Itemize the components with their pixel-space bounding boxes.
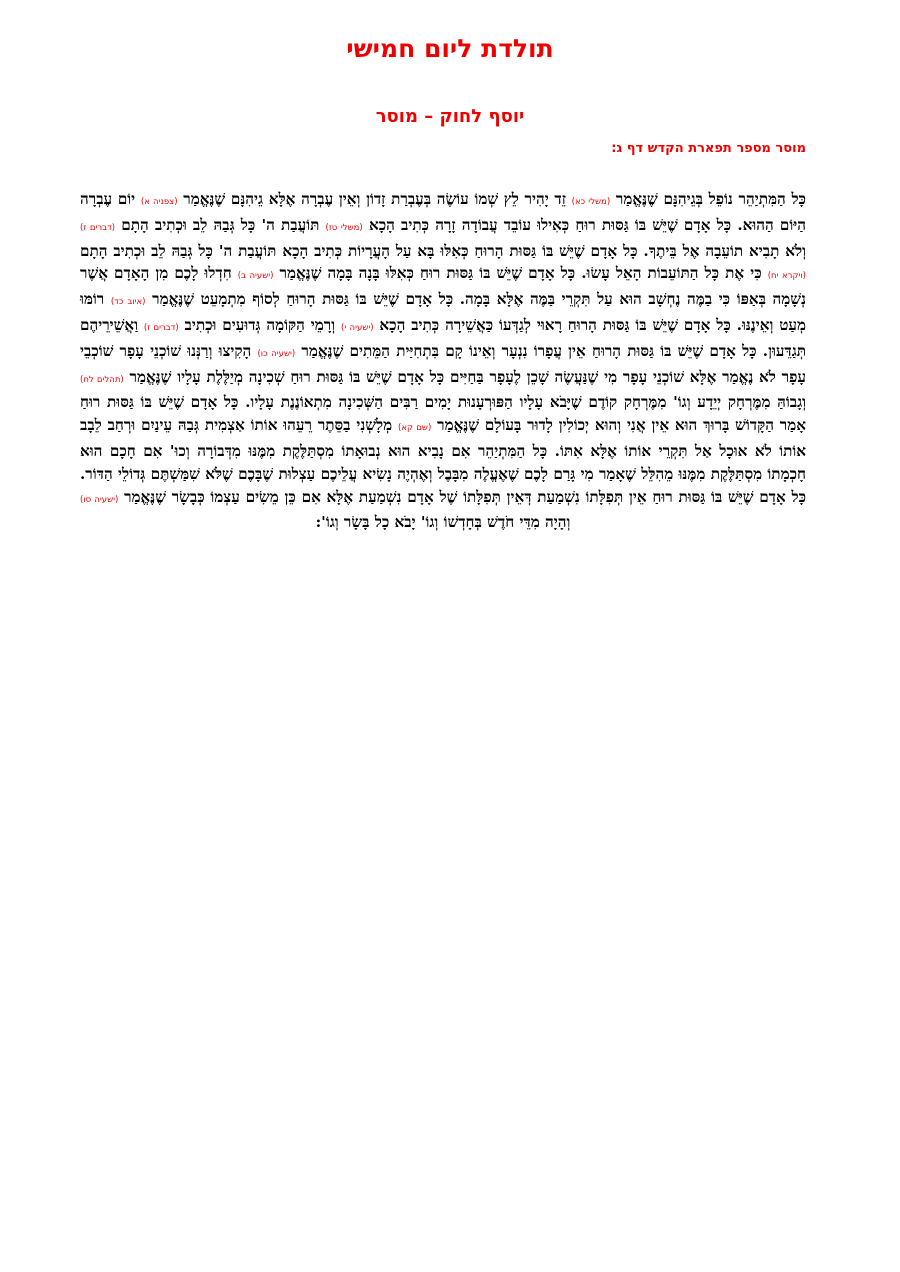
text-segment: וְרָמֵי הַקּוֹמָה גְּדוּעִים וּכְתִיב	[178, 315, 342, 334]
verse-reference: (איוב כד)	[110, 297, 146, 308]
text-segment: וַאֲשֵׁירֵיהֶם תְּגַדֵּעוּן. כָּל אָדָם שֶׁיֵּשׁ בּוֹ גַּסּוּת הָרוּחַ אֵין עֲפָרוֹ נִנְעָר וְאֵינוֹ קָם בִּתְחִיַּית הַמֵּתִים שֶׁנֶּאֱמַר	[80, 315, 807, 360]
verse-reference: (תהלים לח)	[80, 374, 124, 385]
text-segment: זֵד יָהִיר לֵץ שְׁמוֹ עוֹשֶׂה בְּעֶבְרַת זָדוֹן וְאֵין עֶבְרָה אֶלָּא גֵיהִנָּם שֶׁנֶּאֱמַר	[177, 190, 572, 208]
section-subtitle: יוסף לחוק – מוסר	[375, 106, 525, 127]
text-segment: וְלֹא תָבִיא תוֹעֵבָה אֶל בֵּיתֶךָ. כָּל אָדָם שֶׁיֵּשׁ בּוֹ גַּסּוּת הָרוּחַ כְּאִלּוּ בָּא עַל הָעֲרָיוֹת כְּתִיב הָכָא תּוֹעֲבַת ה' כָּל גְּבַהּ לֵב וּכְתִיב הָתָם	[80, 241, 806, 260]
verse-reference: (שם קא)	[398, 423, 432, 434]
verse-reference: (ישעיה סו)	[80, 494, 119, 505]
text-segment: וְהָיָה מִדֵּי חֹדֶשׁ בְּחָדְשׁוֹ וְגוֹ' יָבֹא כָל בָּשָׂר וְגוֹ':	[315, 513, 571, 532]
verse-reference: (ויקרא יח)	[767, 271, 807, 282]
text-segment: כָּל הַמִּתְיַהֵר נוֹפֵל בְּגֵיהִנָּם שֶׁנֶּאֱמַר	[610, 190, 806, 208]
text-segment: רוֹמּוּ מְעַט וְאֵינֶנּוּ. כָּל אָדָם שֶׁיֵּשׁ בּוֹ גַּסּוּת הָרוּחַ רָאוּי לְגַדְּעוֹ כַּאֲשֵׁירָה כְּתִיב הָכָא	[80, 290, 806, 334]
verse-reference: (משלי כא)	[571, 197, 611, 207]
verse-reference: (ישעיה כו)	[257, 348, 296, 359]
source-reference: מוסר מספר תפארת הקדש דף ג:	[611, 141, 806, 156]
text-segment: מְלָשְׁנִי בַסֵּתֶר רֵעֵהוּ אוֹתוֹ אַצְמִית גְּבַהּ עֵינַיִם וּרְחַב לֵבָב אוֹתוֹ לֹא אוּכָל אַל תִּקְרֵי אוֹתוֹ אֶלָּא אִתּוֹ. כָּל הַמִּתְיַהֵר אִם נָבִיא הוּא נְבוּאָתוֹ מִסְתַּלֶּקֶת מִמֶּנּוּ מִדְּבוֹרָה וְכוּ' אִם חָכָם הוּא חָכְמָתוֹ מִסְתַּלֶּקֶת מִמֶּנּוּ מֵהִלֵּל שֶׁאָמַר מִי גָּרַם לָכֶם שֶׁאֶעֱלֶה מִבָּבֶל וְאֶהְיֶה נָשִׂיא עֲלֵיכֶם עַצְלוּת שֶׁבָּכֶם שֶׁלֹּא שִׁמַּשְׁתֶּם גְּדוֹלֵי הַדּוֹר. כָּל אָדָם שֶׁיֵּשׁ בּוֹ גַּסּוּת רוּחַ אֵין תְּפִלָּתוֹ נִשְׁמַעַת דְּאֵין תְּפִלָּתוֹ שֶׁל אָדָם נִשְׁמַעַת אֶלָּא אִם כֵּן מֵשִׂים עַצְמוֹ כְּבָשָׂר שֶׁנֶּאֱמַר	[80, 416, 806, 506]
text-segment: חִדְלוּ לָכֶם מִן הָאָדָם אֲשֶׁר נְשָׁמָה בְּאַפּוֹ כִּי בַמֶּה נֶחְשָׁב הוּא עַל תִּקְרֵי בַּמֶּה אֶלָּא בָּמָה. כָּל אָדָם שֶׁיֵּשׁ בּוֹ גַּסּוּת הָרוּחַ לְסוֹף מִתְמָעֵט שֶׁנֶּאֱמַר	[80, 264, 806, 309]
text-segment: וְגָבוֹהַּ מִמֶּרְחָק יְיֵדָע וְגוֹ' מִמֶּרְחָק קוֹדֶם שֶׁיָּבֹא עָלָיו הַפּוּרְעָנוּת יָמִים רַבִּים הַשְּׁכִינָה מִתְאוֹנֶנֶת עָלָיו. כָּל אָדָם שֶׁיֵּשׁ בּוֹ גַּסּוּת רוּחַ אָמַר הַקָּדוֹשׁ בָּרוּךְ הוּא אֵין אֲנִי וְהוּא יְכוֹלִין לָדוּר בָּעוֹלָם שֶׁנֶּאֱמַר	[80, 393, 806, 435]
verse-reference: (דברים ז)	[80, 222, 116, 233]
text-segment: כִּי אֶת כָּל הַתּוֹעֵבוֹת הָאֵל עָשׂוּ. כָּל אָדָם שֶׁיֵּשׁ בּוֹ גַּסּוּת רוּחַ כְּאִלּוּ בָּנָה בָּמָה שֶׁנֶּאֱמַר	[273, 264, 768, 283]
text-segment: הָקִיצוּ וְרַנְּנוּ שׁוֹכְנֵי עָפָר שׁוֹכְבֵי עָפָר לֹא נֶאֱמַר אֶלָּא שׁוֹכְנֵי עָפָר מִי שֶׁנַּעֲשֶׂה שָׁכֵן לֶעָפָר בַּחַיִּים כָּל אָדָם שֶׁיֵּשׁ בּוֹ גַּסּוּת רוּחַ שְׁכִינָה מְיַלֶּלֶת עָלָיו שֶׁנֶּאֱמַר	[80, 341, 806, 386]
text-segment: תּוֹעֲבַת ה' כָּל גְּבַהּ לֵב וּכְתִיב הָתָם	[115, 215, 326, 234]
verse-reference: (צפניה א)	[140, 197, 178, 207]
verse-reference: (ישעיה ב)	[237, 271, 274, 282]
body-paragraph	[80, 188, 806, 534]
verse-reference: (דברים ז)	[143, 322, 179, 333]
page-title: תולדת ליום חמישי	[346, 34, 554, 63]
text-segment: יוֹם עֶבְרָה הַיּוֹם הַהוּא. כָּל אָדָם שֶׁיֵּשׁ בּוֹ גַּסּוּת רוּחַ כְּאִילוּ עוֹבֵד עֲבוֹדָה זָרָה כְּתִיב הָכָא	[80, 190, 807, 234]
verse-reference: (משלי טז)	[325, 222, 363, 233]
verse-reference: (ישעיה י)	[341, 322, 374, 333]
